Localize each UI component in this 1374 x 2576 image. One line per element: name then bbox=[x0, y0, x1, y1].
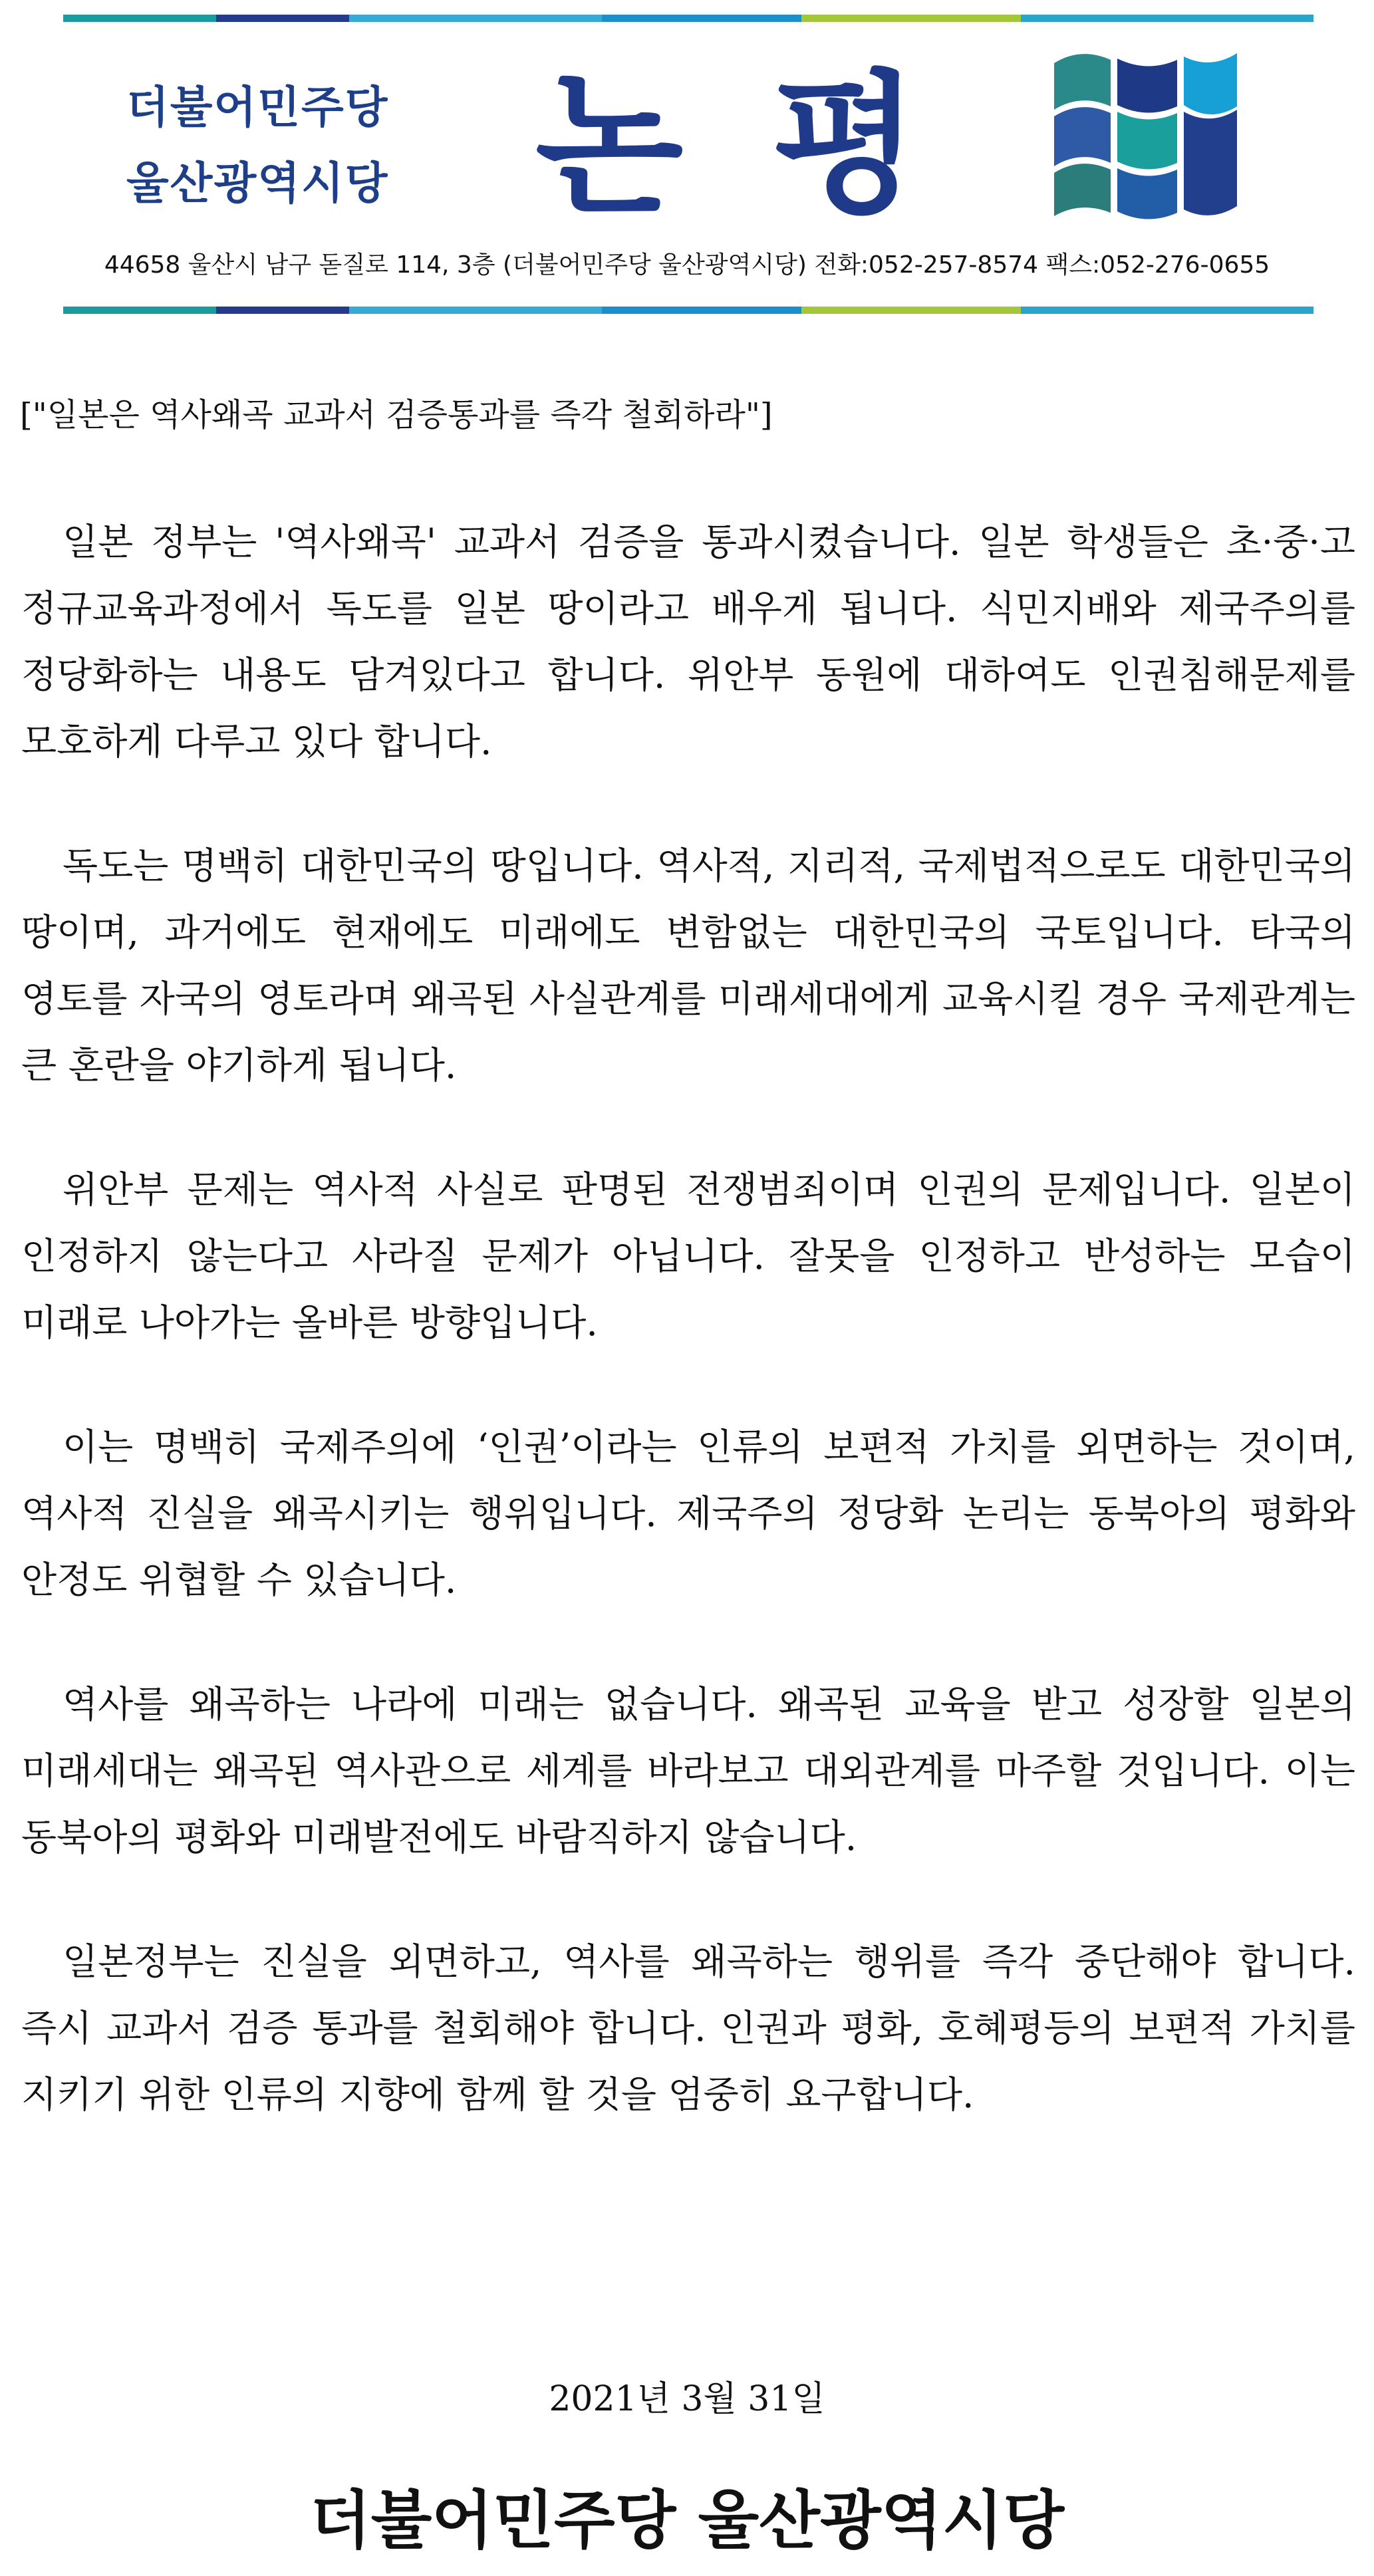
body-paragraph-4: 이는 명백히 국제주의에 ‘인권’이라는 인류의 보편적 가치를 외면하는 것이며, 역사적 진실을 왜곡시키는 행위입니다. 제국주의 정당화 논리는 동북아의 평화와 안정도 위협할 수 있습니다. bbox=[21, 1426, 1355, 1601]
party-name-line1: 더불어민주당 bbox=[126, 82, 389, 133]
signature-party-name: 더불어민주당 울산광역시당 bbox=[309, 2484, 1065, 2557]
statement-date: 2021년 3월 31일 bbox=[549, 2379, 825, 2419]
party-flag-logo-icon bbox=[1054, 47, 1237, 223]
body-paragraph-3: 위안부 문제는 역사적 사실로 판명된 전쟁범죄이며 인권의 문제입니다. 일본이 인정하지 않는다고 사라질 문제가 아닙니다. 잘못을 인정하고 반성하는 모습이 미래로 나아가는 올바른 방향입니다. bbox=[21, 1168, 1355, 1344]
header-bottom-stripe bbox=[63, 307, 1313, 314]
body-paragraph-2: 독도는 명백히 대한민국의 땅입니다. 역사적, 지리적, 국제법적으로도 대한민국의 땅이며, 과거에도 현재에도 미래에도 변함없는 대한민국의 국토입니다. 타국의 영토를 자국의 영토라며 왜곡된 사실관계를 미래세대에게 교육시킬 경우 국제관계는 큰 혼란을 야기하게 됩니다. bbox=[21, 844, 1355, 1087]
body-paragraph-1: 일본 정부는 '역사왜곡' 교과서 검증을 통과시켰습니다. 일본 학생들은 초·중·고 정규교육과정에서 독도를 일본 땅이라고 배우게 됩니다. 식민지배와 제국주의를 정당화하는 내용도 담겨있다고 합니다. 위안부 동원에 대하여도 인권침해문제를 모호하게 다루고 있다 합니다. bbox=[21, 521, 1355, 763]
statement-headline: ["일본은 역사왜곡 교과서 검증통과를 즉각 철회하라"] bbox=[20, 396, 773, 434]
statement-body bbox=[21, 509, 1355, 2186]
contact-address: 44658 울산시 남구 돋질로 114, 3층 (더불어민주당 울산광역시당) 전화:052-257-8574 팩스:052-276-0655 bbox=[104, 251, 1270, 279]
body-paragraph-5: 역사를 왜곡하는 나라에 미래는 없습니다. 왜곡된 교육을 받고 성장할 일본의 미래세대는 왜곡된 역사관으로 세계를 바라보고 대외관계를 마주할 것입니다. 이는 동북아의 평화와 미래발전에도 바람직하지 않습니다. bbox=[21, 1683, 1355, 1859]
document-title-char-2: 평 bbox=[771, 57, 920, 235]
document-title-char-1: 논 bbox=[535, 57, 684, 235]
party-name-line2: 울산광역시당 bbox=[126, 158, 389, 209]
header-top-stripe bbox=[63, 15, 1313, 22]
body-paragraph-6: 일본정부는 진실을 외면하고, 역사를 왜곡하는 행위를 즉각 중단해야 합니다. 즉시 교과서 검증 통과를 철회해야 합니다. 인권과 평화, 호혜평등의 보편적 가치를 지키기 위한 인류의 지향에 함께 할 것을 엄중히 요구합니다. bbox=[21, 1940, 1355, 2116]
